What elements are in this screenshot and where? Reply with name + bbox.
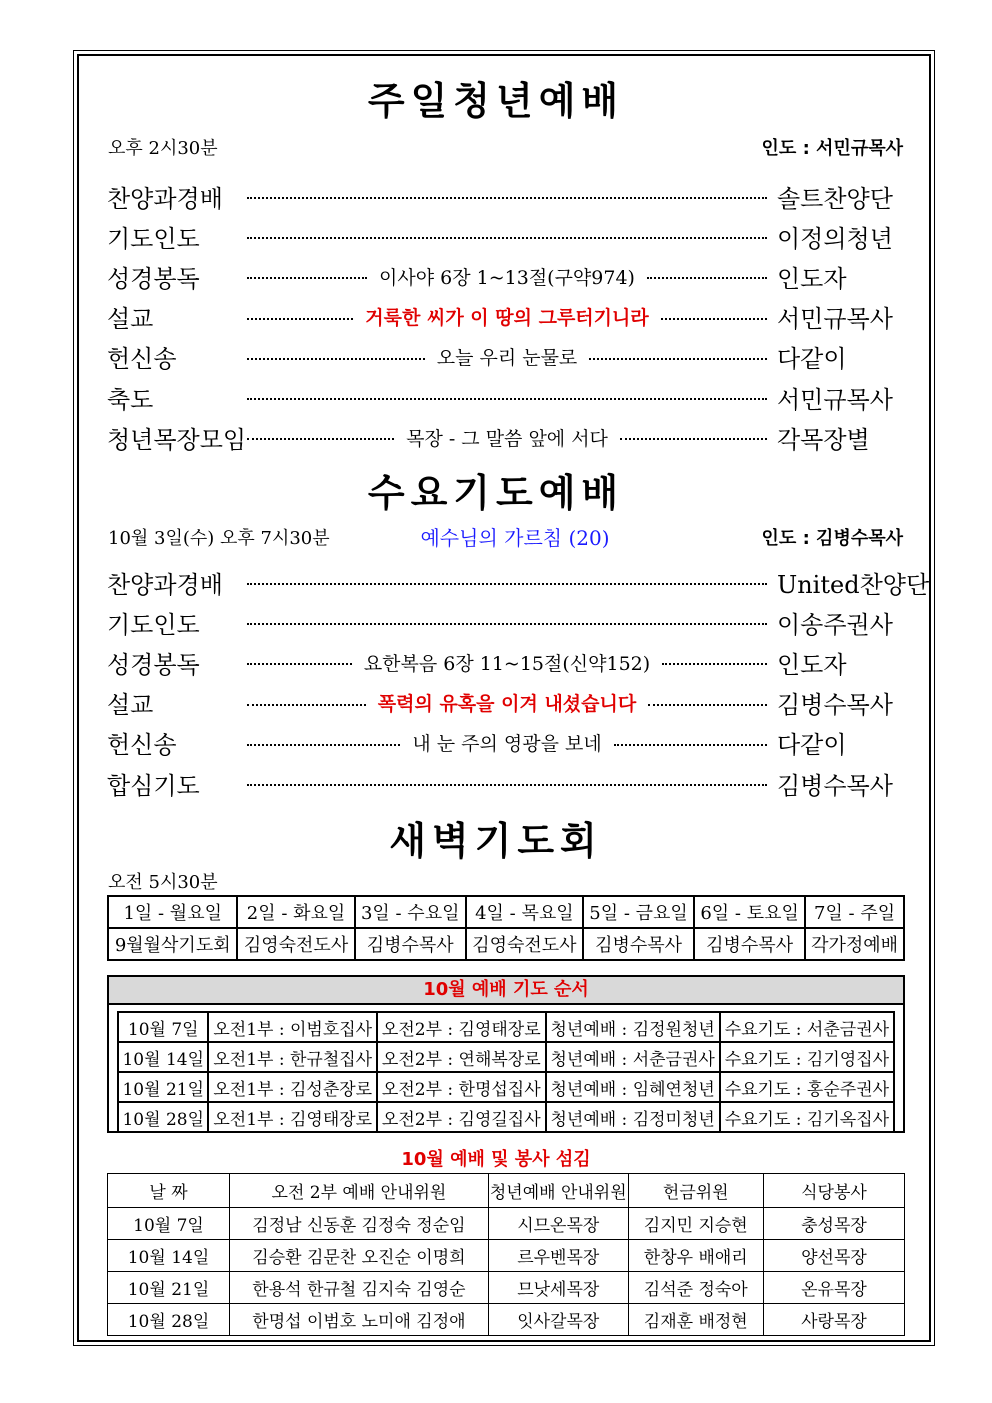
service-cell: 시므온목장 — [488, 1208, 628, 1240]
table-row — [118, 1012, 894, 1042]
sunday-youth-time: 오후 2시30분 — [108, 138, 218, 159]
dawn-day: 6일 - 토요일 — [694, 896, 805, 928]
dawn-leader: 김영숙전도사 — [237, 928, 354, 960]
service-cell: 10월 28일 — [108, 1304, 230, 1336]
dot-leader — [589, 358, 767, 360]
program-person: 인도자 — [777, 264, 847, 293]
prayer-cell: 오전2부 : 연해복장로 — [377, 1042, 546, 1072]
prayer-cell: 오전2부 : 김영길집사 — [377, 1102, 546, 1132]
service-cell: 10월 7일 — [108, 1208, 230, 1240]
program-person: 이송주권사 — [777, 610, 893, 639]
service-table — [107, 1173, 905, 1336]
program-person: United찬양단 — [777, 570, 930, 599]
dawn-leader: 김병수목사 — [694, 928, 805, 960]
program-label: 성경봉독 — [107, 650, 200, 679]
dot-leader — [620, 438, 767, 440]
dot-leader — [247, 318, 353, 320]
prayer-cell: 청년예배 : 임혜연청년 — [546, 1072, 720, 1102]
column-header: 식당봉사 — [763, 1174, 904, 1208]
service-cell: 한명섭 이범호 노미애 김정애 — [230, 1304, 489, 1336]
dot-leader — [247, 438, 394, 440]
dot-leader — [247, 358, 425, 360]
dawn-day: 2일 - 화요일 — [237, 896, 354, 928]
dot-leader — [247, 398, 767, 400]
dot-leader — [247, 277, 367, 279]
service-cell: 사랑목장 — [763, 1304, 904, 1336]
program-detail: 오늘 우리 눈물로 — [436, 347, 578, 370]
dawn-day: 4일 - 목요일 — [466, 896, 583, 928]
prayer-cell: 수요기도 : 김기옥집사 — [720, 1102, 894, 1132]
dawn-day: 1일 - 월요일 — [108, 896, 237, 928]
prayer-cell: 10월 21일 — [118, 1072, 208, 1102]
prayer-cell: 오전1부 : 김성춘장로 — [208, 1072, 377, 1102]
dawn-leader: 김영숙전도사 — [466, 928, 583, 960]
dawn-day: 5일 - 금요일 — [583, 896, 694, 928]
service-cell: 충성목장 — [763, 1208, 904, 1240]
program-row — [107, 379, 905, 415]
service-cell: 한창우 배애리 — [628, 1240, 763, 1272]
table-row — [118, 1042, 894, 1072]
wednesday-leader: 인도 : 김병수목사 — [761, 528, 903, 549]
program-leader-dots — [247, 343, 767, 370]
prayer-cell: 오전1부 : 이범호집사 — [208, 1012, 377, 1042]
program-row — [107, 604, 905, 640]
prayer-cell: 오전2부 : 한명섭집사 — [377, 1072, 546, 1102]
dawn-schedule-table — [107, 895, 905, 961]
program-person: 이정의청년 — [777, 224, 893, 253]
wednesday-theme: 예수님의 가르침 (20) — [420, 526, 610, 550]
program-detail: 목장 - 그 말씀 앞에 서다 — [406, 427, 608, 450]
program-detail: 이사야 6장 1~13절(구약974) — [379, 266, 635, 289]
prayer-cell: 오전2부 : 김영태장로 — [377, 1012, 546, 1042]
sunday-youth-title: 주일청년예배 — [367, 79, 625, 123]
program-row — [107, 419, 905, 455]
prayer-cell: 오전1부 : 김영태장로 — [208, 1102, 377, 1132]
program-leader-dots — [247, 233, 767, 239]
program-person: 다같이 — [777, 731, 847, 760]
column-header: 청년예배 안내위원 — [488, 1174, 628, 1208]
dot-leader — [247, 623, 767, 625]
prayer-order-title: 10월 예배 기도 순서 — [109, 977, 903, 1005]
dawn-time: 오전 5시30분 — [108, 872, 218, 893]
dawn-leader: 각가정예배 — [805, 928, 904, 960]
program-row — [107, 765, 905, 801]
service-title: 10월 예배 및 봉사 섬김 — [401, 1149, 591, 1170]
program-row — [107, 258, 905, 294]
program-label: 축도 — [107, 385, 154, 414]
program-leader-dots — [247, 689, 767, 716]
program-row — [107, 644, 905, 680]
prayer-cell: 청년예배 : 김정원청년 — [546, 1012, 720, 1042]
program-label: 기도인도 — [107, 610, 200, 639]
table-row — [118, 1102, 894, 1132]
prayer-cell: 청년예배 : 서춘금권사 — [546, 1042, 720, 1072]
program-label: 기도인도 — [107, 224, 200, 253]
wednesday-title: 수요기도예배 — [367, 471, 625, 515]
sunday-youth-leader: 인도 : 서민규목사 — [761, 138, 903, 159]
program-person: 다같이 — [777, 345, 847, 374]
dot-leader — [247, 197, 767, 199]
prayer-cell: 청년예배 : 김정미청년 — [546, 1102, 720, 1132]
prayer-cell: 수요기도 : 김기영집사 — [720, 1042, 894, 1072]
program-label: 헌신송 — [107, 731, 177, 760]
program-person: 김병수목사 — [777, 691, 893, 720]
column-header: 헌금위원 — [628, 1174, 763, 1208]
program-row — [107, 299, 905, 335]
program-leader-dots — [247, 780, 767, 786]
program-leader-dots — [247, 649, 767, 676]
program-leader-dots — [247, 619, 767, 625]
dawn-leader: 김병수목사 — [355, 928, 466, 960]
table-row — [108, 1272, 905, 1304]
service-cell: 10월 21일 — [108, 1272, 230, 1304]
dawn-day: 3일 - 수요일 — [355, 896, 466, 928]
prayer-order-box — [107, 975, 905, 1133]
prayer-order-table — [117, 1011, 895, 1133]
table-row — [108, 1240, 905, 1272]
dot-leader — [247, 663, 352, 665]
dot-leader — [614, 744, 767, 746]
wednesday-time: 10월 3일(수) 오후 7시30분 — [108, 528, 330, 549]
service-cell: 온유목장 — [763, 1272, 904, 1304]
service-cell: 르우벤목장 — [488, 1240, 628, 1272]
service-cell: 김지민 지승현 — [628, 1208, 763, 1240]
program-leader-dots — [247, 729, 767, 756]
service-cell: 한용석 한규철 김지숙 김영순 — [230, 1272, 489, 1304]
program-detail: 내 눈 주의 영광을 보네 — [412, 733, 602, 756]
dot-leader — [647, 277, 767, 279]
program-leader-dots — [247, 303, 767, 330]
dot-leader — [661, 318, 767, 320]
service-cell: 김석준 정숙아 — [628, 1272, 763, 1304]
program-person: 각목장별 — [777, 425, 870, 454]
prayer-cell: 10월 7일 — [118, 1012, 208, 1042]
table-row — [108, 1304, 905, 1336]
sermon-title: 폭력의 유혹을 이겨 내셨습니다 — [377, 693, 637, 716]
program-leader-dots — [247, 579, 767, 585]
program-row — [107, 218, 905, 254]
program-leader-dots — [247, 193, 767, 199]
prayer-cell: 10월 14일 — [118, 1042, 208, 1072]
program-leader-dots — [247, 424, 767, 451]
service-cell: 김재훈 배정현 — [628, 1304, 763, 1336]
program-row — [107, 725, 905, 761]
program-detail: 요한복음 6장 11~15절(신약152) — [363, 652, 651, 675]
program-row — [107, 339, 905, 375]
service-cell: 10월 14일 — [108, 1240, 230, 1272]
prayer-cell: 수요기도 : 홍순주권사 — [720, 1072, 894, 1102]
column-header: 오전 2부 예배 안내위원 — [230, 1174, 489, 1208]
table-row — [118, 1072, 894, 1102]
dot-leader — [247, 744, 400, 746]
program-row — [107, 685, 905, 721]
dot-leader — [247, 583, 767, 585]
dot-leader — [662, 663, 767, 665]
program-label: 청년목장모임 — [107, 425, 247, 454]
prayer-cell: 수요기도 : 서춘금권사 — [720, 1012, 894, 1042]
column-header: 날 짜 — [108, 1174, 230, 1208]
service-cell: 므낫세목장 — [488, 1272, 628, 1304]
dot-leader — [247, 784, 767, 786]
program-label: 설교 — [107, 691, 154, 720]
prayer-cell: 10월 28일 — [118, 1102, 208, 1132]
dawn-title: 새벽기도회 — [389, 819, 603, 863]
program-label: 찬양과경배 — [107, 184, 223, 213]
program-person: 김병수목사 — [777, 771, 893, 800]
service-cell: 김승환 김문찬 오진순 이명희 — [230, 1240, 489, 1272]
service-cell: 잇사갈목장 — [488, 1304, 628, 1336]
dawn-leader: 김병수목사 — [583, 928, 694, 960]
program-label: 합심기도 — [107, 771, 200, 800]
program-row — [107, 178, 905, 214]
dot-leader — [247, 237, 767, 239]
prayer-cell: 오전1부 : 한규철집사 — [208, 1042, 377, 1072]
program-label: 헌신송 — [107, 345, 177, 374]
dot-leader — [648, 704, 767, 706]
dawn-leader: 9월월삭기도회 — [108, 928, 237, 960]
table-row — [108, 1208, 905, 1240]
service-cell: 양선목장 — [763, 1240, 904, 1272]
program-leader-dots — [247, 394, 767, 400]
dot-leader — [247, 704, 366, 706]
service-cell: 김정남 신동훈 김정숙 정순임 — [230, 1208, 489, 1240]
program-leader-dots — [247, 263, 767, 290]
program-label: 찬양과경배 — [107, 570, 223, 599]
program-row — [107, 564, 930, 600]
program-person: 서민규목사 — [777, 385, 893, 414]
sermon-title: 거룩한 씨가 이 땅의 그루터기니라 — [365, 307, 649, 330]
program-person: 인도자 — [777, 650, 847, 679]
program-label: 성경봉독 — [107, 264, 200, 293]
program-label: 설교 — [107, 305, 154, 334]
program-person: 솔트찬양단 — [777, 184, 893, 213]
program-person: 서민규목사 — [777, 305, 893, 334]
dawn-day: 7일 - 주일 — [805, 896, 904, 928]
